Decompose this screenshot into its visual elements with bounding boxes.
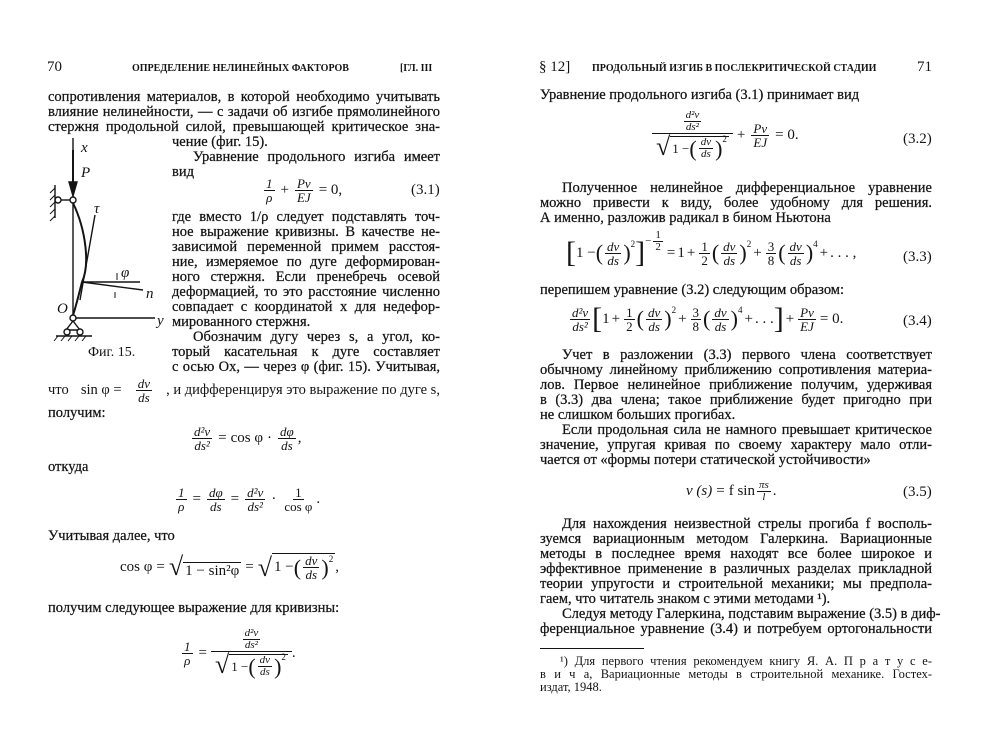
exponent: 2 [630,239,636,249]
text-line: Для нахождения неизвестной стрелы прогиба f восполь- [562,516,932,532]
punct: , [335,558,339,575]
denominator: ds² [572,318,588,334]
text-line: получим следующее выражение для кривизны: [48,600,340,616]
equation-3-2 [652,110,803,160]
operator: = [156,558,165,575]
exponent: 2 [328,553,334,564]
numerator: 1 [266,176,273,191]
numerator: d²v [247,485,264,500]
exponent: 2 [722,134,727,144]
numerator: dv [723,238,736,254]
page-number-left: 70 [47,59,62,75]
text-line: Уравнение продольного изгиба имеет [193,149,440,165]
paren: ( [595,240,604,265]
paren: ( [689,135,697,161]
normal-line [82,282,143,290]
sign: − [645,235,652,247]
paren: ( [248,653,256,679]
text-line: ние, измеряемое по дуге деформирован- [172,254,440,270]
equation-number: (3.1) [411,182,440,198]
denominator: ds [607,252,619,268]
operator: + [736,126,746,143]
operator: · [267,430,273,446]
exponent: 2 [281,652,286,662]
numerator: dv [305,553,318,568]
text-line: совпадает с координатой x для недефор- [172,299,440,315]
term: cos φ [230,430,264,446]
label-phi: φ [121,265,130,281]
denominator: 8 [692,318,700,334]
footnote-divider [540,648,644,649]
equation-3-4 [568,304,845,334]
numerator: dφ [208,485,223,500]
denominator: EJ [753,134,768,150]
numerator: Pv [753,120,768,136]
label-x: x [81,140,88,156]
text-line: Учитывая далее, что [48,528,175,544]
paren: ) [664,306,672,331]
text-line: Полученное нелинейное дифференциальное уравнение [562,180,932,196]
equation-3-5 [686,480,777,503]
text-line: методы в последнее время находят все более широкое и [540,546,932,562]
label-n: n [146,286,154,302]
paren: ) [715,135,723,161]
footnote-line: издат, 1948. [540,680,602,694]
paren: ) [274,653,282,679]
punct: . [291,644,296,661]
hinge-icon [55,197,61,203]
operator: + [819,244,829,261]
text-line: Учет в разложении (3.3) первого члена соответствует [562,347,932,363]
numerator: 1 [655,228,661,241]
paren: ( [703,306,711,331]
numerator: 1 [295,485,302,500]
denominator: EJ [800,318,814,334]
text-line: стержня продольной силой, превышающей критическое зна- [48,119,440,135]
deflected-beam-curve [73,203,86,315]
paren: ( [636,306,644,331]
numerator: dv [259,654,271,666]
text-line: А именно, разложив радикал в бином Ньютона [540,210,831,226]
text-line: торый касательная к дуге составляет [172,344,440,360]
numerator: dv [789,238,802,254]
text-line: деформацией, то это расстояние численно [172,284,440,300]
text-line: эффективное применение в различных разделах прикладной [540,561,932,577]
text-line: в (3.3) два члена; такое приближение будет пригодно при [540,392,932,408]
ellipsis: . . . , [830,244,857,261]
numerator: 3 [692,304,700,320]
text: что [48,382,69,398]
numerator: d²v [572,304,589,320]
text-line: зуемся вариационным методом Галеркина. Вариационные [540,531,932,547]
bracket: [ [592,302,603,335]
denominator: l [762,491,766,503]
numerator: dv [714,304,727,320]
operator: + [280,182,289,198]
denominator: 8 [767,252,775,268]
bracket: ] [635,236,646,269]
label-P: P [81,165,91,181]
punct: . [316,491,321,507]
denominator: ρ [266,190,273,205]
text: , и дифференцируя это выражение по дуге s, [166,382,440,398]
numerator: Pv [800,304,814,320]
denominator: ds [305,567,317,582]
numerator: d²v [194,424,211,439]
rhs: = 0, [318,182,343,198]
term: 1 − [672,141,690,156]
term: 1 − [274,559,294,575]
numerator: πs [758,479,769,491]
paren: ) [739,240,747,265]
bracket: ] [773,302,784,335]
operator: = [716,483,725,499]
text-line: ное выражение кривизны. В качестве не- [172,224,440,240]
term: 1 − [231,659,249,674]
text-line: значение, упругая кривая по своему характеру мало отли- [540,437,932,453]
denominator: 2 [655,240,661,253]
numerator: dv [700,136,712,148]
equation-number: (3.4) [903,313,932,329]
paren: ( [711,240,720,265]
term: cos φ [120,558,153,575]
denominator: ds [789,252,802,268]
numerator: dv [607,238,620,254]
punct: , [297,430,302,446]
page-number-right: 71 [917,59,932,75]
numerator: 1 [178,485,185,500]
text-line: теории упругости и строительной механики; мы предпола- [540,576,932,592]
numerator: dv [137,376,150,391]
exponent: 4 [813,239,818,249]
text-line: чается от «формы потери статической устойчивости» [540,452,871,468]
text-line: ного стержня. Если пренебречь осевой [172,269,440,285]
numerator: dφ [280,424,294,439]
text-line: можно привести к виду, более удобному для решения. [540,195,932,211]
rhs: = 0. [819,310,844,327]
denominator: ds [281,438,293,453]
figure-caption: Фиг. 15. [88,345,136,360]
operator: = [198,644,207,661]
exponent: 4 [737,305,743,315]
text-line: Уравнение продольного изгиба (3.1) принимает вид [540,87,860,103]
paren: ) [805,240,814,265]
paren: ) [730,306,738,331]
denominator: ds [714,318,727,334]
denominator: ds² [247,499,263,514]
text-line: чение (фиг. 15). [172,134,268,150]
numerator: Pv [296,176,311,191]
operator: = [666,244,676,261]
denominator: ds [259,666,270,678]
text-line: Обозначим дугу через s, а угол, ко- [193,329,440,345]
operator: = [192,491,201,507]
text-line: с осью Ox, — через φ (фиг. 15). Учитывая, [172,359,440,375]
equation-number: (3.3) [903,249,932,265]
denominator: ds² [685,121,699,133]
text-line: где вместо 1/ρ следует подставлять точ- [172,209,440,225]
term: v (s) [686,483,713,499]
operator: + [686,244,696,261]
denominator: ds [648,318,660,334]
section-label: § 12] [539,59,571,75]
equation-number: (3.5) [903,484,932,500]
hinge-icon [70,197,76,203]
exponent: 2 [671,305,677,315]
term: 1 − [576,244,596,261]
ellipsis: . . . [754,310,774,327]
exponent: 2 [746,239,752,249]
sqrt-icon: √ [257,553,273,582]
denominator: ds [723,252,736,268]
operator: + [611,310,621,327]
denominator: ds [210,499,222,514]
radicand: 1 − sin²φ [185,563,240,579]
text-line: влияние нелинейности, — с задачи об изгибе прямолинейного [48,104,440,120]
label-O: O [57,301,68,317]
numerator: d²v [685,109,700,121]
footnote-line: в и ч а, Вариационные методы в строительной механике. Гостех- [540,667,932,681]
sqrt-icon: √ [214,650,230,679]
numerator: 1 [701,238,708,254]
footnote-line: ¹) Для первого чтения рекомендуем книгу Я. А. П р а т у с е- [560,654,932,668]
text-line: Если продольная сила не намного превышает критическое [562,422,932,438]
running-title-right: ПРОДОЛЬНЫЙ ИЗГИБ В ПОСЛЕКРИТИЧЕСКОЙ СТАДИИ [592,63,877,74]
sqrt-icon: √ [168,552,184,581]
text-line: Следуя методу Галеркина, подставим выражение (3.5) в диф- [562,606,941,622]
text-line: лов. Первое нелинейное приближение получим, удерживая [540,377,932,393]
operator: = [230,491,240,507]
numerator: 3 [767,238,775,254]
operator: · [271,491,277,507]
label-y: y [157,313,164,329]
bracket: [ [566,236,576,269]
text-line: перепишем уравнение (3.2) следующим образом: [540,282,845,298]
operator: + [678,310,687,327]
term: 1 [602,310,610,327]
text-line: вид [172,164,194,180]
denominator: cos φ [284,499,313,514]
text-line: гаем, что читатель знаком с этими методами ¹). [540,591,831,607]
numerator: d²v [244,627,259,639]
operator: + [744,310,753,327]
paren: ( [293,554,302,580]
denominator: 2 [626,318,633,334]
numerator: dv [647,304,661,320]
running-title-left: ОПРЕДЕЛЕНИЕ НЕЛИНЕЙНЫХ ФАКТОРОВ [132,63,349,74]
numerator: 1 [184,638,191,654]
text-line: не слишком больших прогибах. [540,407,736,423]
denominator: EJ [296,190,311,205]
paren: ( [778,240,786,265]
text-line: получим: [48,405,106,421]
numerator: 1 [626,304,633,320]
chapter-label: [ГЛ. III [400,63,433,74]
operator: = [218,430,227,446]
punct: . [772,483,777,499]
math: sin φ = [80,382,122,398]
text-line: ференциальное уравнение (3.4) и потребуем ортогональности [540,621,932,637]
equation-number: (3.2) [903,131,932,147]
denominator: ρ [184,652,191,668]
force-arrow-icon [69,182,77,196]
rhs: = 0. [775,126,799,143]
term: f sin [728,483,755,499]
text-line: мированного стержня. [172,314,311,330]
operator: = [245,558,254,575]
sqrt-icon: √ [656,132,671,161]
operator: + [753,244,762,261]
text-line: обычному линейному приближению сопротивления материа- [540,362,932,378]
equation-3-3 [566,228,857,269]
denominator: 2 [701,252,708,268]
denominator: ds [701,148,711,160]
text-line: зависимой переменной примем расстоя- [172,239,440,255]
paren: ) [321,554,329,580]
denominator: ds² [194,438,210,453]
denominator: ds [138,390,150,405]
text-line: сопротивления материалов, в которой необходимо учитывать [48,89,440,105]
denominator: ds² [244,639,258,651]
term: 1 [677,244,685,261]
denominator: ρ [178,499,185,514]
paren: ) [623,240,631,265]
text-line: откуда [48,459,89,475]
operator: + [785,310,795,327]
label-tau: τ [94,201,100,217]
